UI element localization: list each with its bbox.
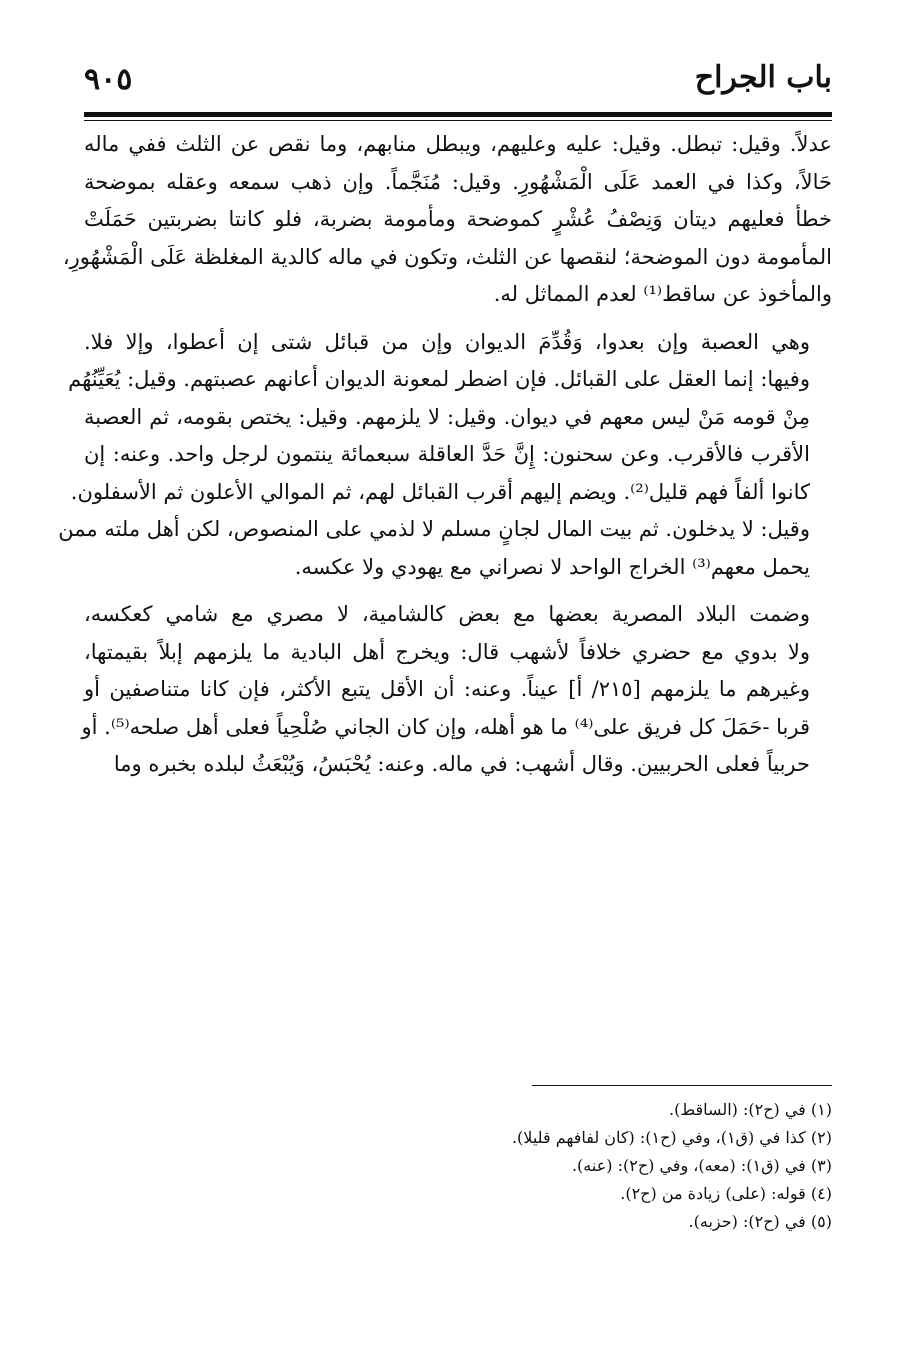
text-line: حربياً فعلى الحربيين. وقال أشهب: في ماله. وعنه: يُحْبَسُ، وَيُبْعَثُ لبلده بخبره وما xyxy=(113,752,810,776)
text-line: كانوا ألفاً فهم قليل⁽²⁾. ويضم إليهم أقرب القبائل لهم، ثم الموالي الأعلون ثم الأسفلون. xyxy=(70,479,810,504)
text-line: عدلاً. وقيل: تبطل. وقيل: عليه وعليهم، ويبطل منابهم، وما نقص عن الثلث ففي ماله xyxy=(84,132,832,156)
text-line: وقيل: لا يدخلون. ثم بيت المال لجانٍ مسلم لا لذمي على المنصوص، لكن أهل ملته ممن xyxy=(58,517,810,541)
footnotes xyxy=(84,1096,832,1236)
paragraph xyxy=(62,126,832,314)
header-rule-thick xyxy=(84,112,832,117)
header-rule-thin xyxy=(84,120,832,121)
text-line: وضمت البلاد المصرية بعضها مع بعض كالشامية، لا مصري مع شامي كعكسه، xyxy=(84,602,810,626)
chapter-title: باب الجراح xyxy=(694,60,832,95)
text-line: مِنْ قومه مَنْ ليس معهم في ديوان. وقيل: لا يلزمهم. وقيل: يختص بقومه، ثم العصبة xyxy=(84,404,810,429)
text-line: خطأ فعليهم ديتان وَنِصْفُ عُشْرٍ كموضحة ومأمومة بضربة، فلو كانتا بضربتين حَمَلَتْ xyxy=(84,207,832,231)
text-line: والمأخوذ عن ساقط⁽¹⁾ لعدم المماثل له. xyxy=(493,282,832,306)
footnote-separator xyxy=(532,1085,832,1086)
footnote: (٥) في (ح٢): (حزبه). xyxy=(688,1212,832,1231)
paragraph xyxy=(58,324,832,587)
text-line: حَالاً، وكذا في العمد عَلَى الْمَشْهُورِ. وقيل: مُنَجَّماً. وإن ذهب سمعه وعقله بموضحة xyxy=(84,169,832,194)
page-header xyxy=(84,58,832,108)
text-line: ولا بدوي مع حضري خلافاً لأشهب قال: ويخرج أهل البادية ما يلزمهم إبلاً بقيمتها، xyxy=(84,639,810,664)
text-line: وهي العصبة وإن بعدوا، وَقُدِّمَ الديوان وإن من قبائل شتى إن أعطوا، وإلا فلا. xyxy=(84,329,810,354)
footnote: (٢) كذا في (ق١)، وفي (ح١): (كان لفافهم قليلا). xyxy=(511,1128,832,1147)
paragraph xyxy=(81,596,832,784)
text-line: قربا -حَمَلَ كل فريق على⁽⁴⁾ ما هو أهله، وإن كان الجاني صُلْحِياً فعلى أهل صلحه⁽⁵⁾. أو xyxy=(81,714,810,739)
text-line: الأقرب فالأقرب. وعن سحنون: إِنَّ حَدَّ العاقلة سبعمائة ينتمون لرجل واحد. وعنه: إن xyxy=(84,442,810,466)
footnote: (١) في (ح٢): (الساقط). xyxy=(669,1100,832,1119)
page-number: ٩٠٥ xyxy=(84,62,133,97)
text-line: وفيها: إنما العقل على القبائل. فإن اضطر لمعونة الديوان أعانهم عصبتهم. وقيل: يُعَيِّنُهُم xyxy=(68,367,810,391)
footnote: (٣) في (ق١): (معه)، وفي (ح٢): (عنه). xyxy=(571,1156,832,1175)
footnote: (٤) قوله: (على) زيادة من (ح٢). xyxy=(620,1184,832,1203)
text-line: وغيرهم ما يلزمهم [٢١٥/ أ] عيناً. وعنه: أن الأقل يتبع الأكثر، فإن كانا متناصفين أو xyxy=(84,677,810,701)
text-line: المأمومة دون الموضحة؛ لنقصها عن الثلث، وتكون في ماله كالدية المغلظة عَلَى الْمَشْهُورِ، xyxy=(62,244,832,269)
main-text xyxy=(58,126,832,794)
text-line: يحمل معهم⁽³⁾ الخراج الواحد لا نصراني مع يهودي ولا عكسه. xyxy=(294,554,810,579)
